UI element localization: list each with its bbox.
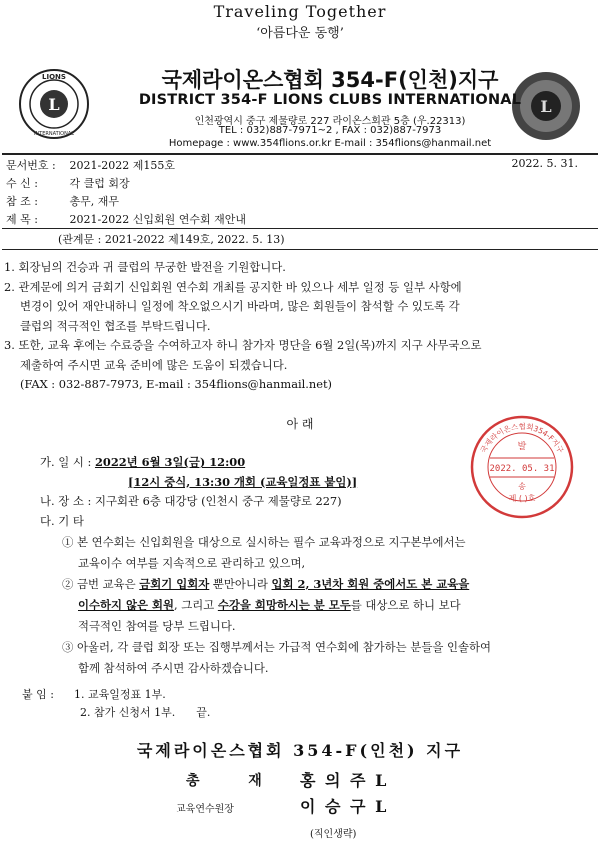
subject: 2021-2022 신입회원 연수회 재안내 [69,213,246,226]
related-document: (관계문 : 2021-2022 제149호, 2022. 5. 13) [58,233,285,246]
paragraph-2-line-2: 변경이 있어 재안내하니 일정에 착오없으시기 바라며, 많은 회원들이 참석할 수 있도록 각 [20,299,460,313]
etc-1-line-2: 교육이수 여부를 지속적으로 관리하고 있으며, [78,556,306,570]
closing-role-1: 총 재 [186,773,262,789]
stamp-arc-text: 국제라이온스협회354-F지구 [478,421,566,455]
etc-2-text: ② 금번 교육은 [62,577,140,591]
seal-omitted: (직인생략) [310,829,357,840]
closing-name-1: 홍 의 주 L [300,771,389,790]
logo-text: LIONS [42,73,66,81]
stamp-date: 2022. 05. 31 [489,464,555,474]
etc-2-text-4: 를 대상으로 하니 보다 [350,598,461,612]
recipient-label: 수 신 : [6,177,38,190]
etc-2-line-1 [62,574,592,595]
org-name-korean: 국제라이온스협회 354-F(인천)지구 [161,68,499,92]
svg-text:L: L [48,95,60,114]
motto: Traveling Together [213,2,387,21]
etc-label: 다. 기 타 [40,513,84,528]
etc-3-line-2: 함께 참석하여 주시면 감사하겠습니다. [78,661,269,675]
date-section [40,453,460,531]
recipient-row [6,175,130,191]
etc-2-highlight-not-completed: 이수하지 않은 회원 [78,598,174,612]
etc-2-highlight-all: 수강을 희망하시는 분 모두 [217,598,351,612]
place-value: 지구회관 6층 대강당 (인천시 중구 제물량로 227) [94,494,342,508]
reference-label: 참 조 : [6,195,38,208]
reference: 총무, 재무 [69,195,119,208]
logo-sub: INTERNATIONAL [33,131,75,137]
recipient: 각 클럽 회장 [69,177,130,190]
attachments-label: 붙 임 : [22,688,54,701]
doc-number-row [6,157,175,173]
etc-3-line-1: ③ 아울러, 각 클럽 회장 또는 집행부께서는 가급적 연수회에 참가하는 분들을 인솔하여 [62,640,491,654]
date-label: 가. 일 시 : [40,455,92,469]
place-label: 나. 장 소 : [40,494,92,508]
below-heading: 아 래 [286,417,314,431]
date-value: 2022년 6월 3일(금) 12:00 [94,455,246,469]
date-detail: [12시 중식, 13:30 개회 (교육일정표 붙임)] [128,474,358,489]
paragraph-2-line-3: 클럽의 적극적인 협조를 부탁드립니다. [20,318,211,333]
doc-number: 2021-2022 제155호 [69,159,175,172]
related-rule [2,249,598,250]
lions-logo-left [18,68,90,140]
paragraph-1: 1. 회장님의 건승과 귀 클럽의 무궁한 발전을 기원합니다. [4,260,286,274]
subject-rule [2,228,598,229]
closing-role-2: 교육연수원장 [176,804,234,815]
etc-items [62,532,592,679]
paragraph-2-line-1: 2. 관계문에 의거 금회기 신입회원 연수회 개최를 공지한 바 있으나 세부 일정 등 일부 사항에 [4,279,462,294]
reference-row [6,193,119,209]
attachment-1: 1. 교육일정표 1부. [74,688,166,701]
etc-2-highlight-new: 금회기 입회자 [139,577,210,591]
stamp-mark: 발 [517,442,527,452]
stamp-bottom: 제 ( )호 [508,494,536,503]
doc-number-label: 문서번호 : [6,159,56,172]
org-tel-fax: TEL : 032)887-7971~2 , FAX : 032)887-7973 [218,125,442,136]
closing-name-2: 이 승 구 L [300,797,389,816]
attachment-2: 2. 참가 신청서 1부. 끝. [80,706,211,719]
subject-label: 제 목 : [6,213,38,226]
etc-1-line-1: ① 본 연수회는 신입회원을 대상으로 실시하는 필수 교육과정으로 지구본부에서는 [62,535,466,549]
motto-korean: ‘아름다운 동행’ [256,26,344,41]
etc-2-highlight-members: 입회 2, 3년차 회원 중에서도 본 교육을 [271,577,470,591]
header-rule [2,153,598,155]
paragraph-3-line-1: 3. 또한, 교육 후에는 수료증을 수여하고자 하니 참가자 명단을 6월 2일(목)까지 지구 사무국으로 [4,338,482,352]
stamp-sign: 송 [518,482,526,491]
subject-row [6,211,246,227]
official-stamp [468,413,576,521]
body-paragraphs [4,258,592,395]
paragraph-3-line-3: (FAX : 032-887-7973, E-mail : 354flions@hanmail.net) [20,377,332,391]
org-web-email: Homepage : www.354flions.or.kr E-mail : 354flions@hanmail.net [168,138,492,149]
org-name-english: DISTRICT 354-F LIONS CLUBS INTERNATIONAL [138,92,522,108]
org-address: 인천광역시 중구 제물량로 227 라이온스회관 5층 (우.22313) [194,116,466,127]
etc-2-text-3: , 그리고 [173,598,218,612]
paragraph-3-line-2: 제출하여 주시면 교육 준비에 많은 도움이 되겠습니다. [20,357,288,372]
etc-2-line-2 [62,595,592,616]
closing-org: 국제라이온스협회 354-F(인천) 지구 [136,741,464,760]
doc-date: 2022. 5. 31. [511,157,578,170]
svg-text:L: L [540,97,552,116]
etc-2-text-2: 뿐만아니라 [209,577,272,591]
etc-2-line-3: 적극적인 참여를 당부 드립니다. [78,619,236,633]
